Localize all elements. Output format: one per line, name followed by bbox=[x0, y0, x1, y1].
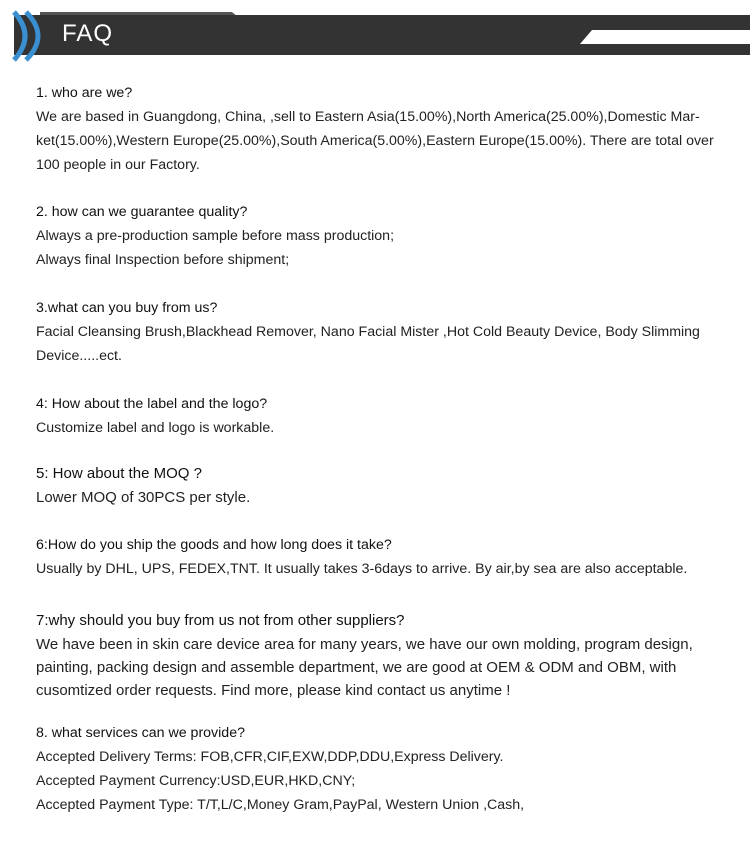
faq-answer bbox=[36, 745, 726, 817]
faq-question: 7:why should you buy from us not from other suppliers? bbox=[36, 612, 405, 629]
faq-question: 2. how can we guarantee quality? bbox=[36, 204, 248, 220]
faq-item-why-us bbox=[36, 609, 726, 702]
faq-answer bbox=[36, 105, 726, 177]
answer-line: Lower MOQ of 30PCS per style. bbox=[36, 489, 251, 506]
faq-item-label-logo bbox=[36, 392, 726, 440]
answer-line: Usually by DHL, UPS, FEDEX,TNT. It usually takes 3-6days to arrive. By air,by sea are also acceptable. bbox=[36, 561, 688, 577]
answer-line: ket(15.00%),Western Europe(25.00%),South America(5.00%),Eastern Europe(15.00%). There are total over bbox=[36, 133, 714, 149]
faq-answer bbox=[36, 224, 726, 272]
answer-line: cusomtized order requests. Find more, please kind contact us anytime ! bbox=[36, 682, 511, 699]
faq-question: 5: How about the MOQ ? bbox=[36, 465, 202, 482]
faq-item-products bbox=[36, 296, 726, 368]
faq-question: 1. who are we? bbox=[36, 85, 133, 101]
faq-answer bbox=[36, 557, 726, 581]
header-stripe bbox=[580, 30, 750, 44]
answer-line: We have been in skin care device area for many years, we have our own molding, program design, bbox=[36, 636, 693, 653]
page-title: FAQ bbox=[62, 20, 114, 47]
faq-answer bbox=[36, 320, 726, 368]
answer-line: Accepted Payment Type: T/T,L/C,Money Gram,PayPal, Western Union ,Cash, bbox=[36, 797, 525, 813]
answer-line: painting, packing design and assemble department, we are good at OEM & ODM and OBM, with bbox=[36, 659, 677, 676]
answer-line: 100 people in our Factory. bbox=[36, 157, 200, 173]
faq-question: 3.what can you buy from us? bbox=[36, 300, 218, 316]
faq-item-moq bbox=[36, 462, 726, 509]
answer-line: Always a pre-production sample before mass production; bbox=[36, 228, 395, 244]
faq-question: 8. what services can we provide? bbox=[36, 725, 245, 741]
faq-answer bbox=[36, 633, 726, 702]
answer-line: Accepted Payment Currency:USD,EUR,HKD,CNY; bbox=[36, 773, 356, 789]
answer-line: Always final Inspection before shipment; bbox=[36, 252, 290, 268]
faq-item-quality bbox=[36, 200, 726, 272]
faq-item-shipping bbox=[36, 533, 726, 581]
faq-question: 4: How about the label and the logo? bbox=[36, 396, 268, 412]
faq-item-services bbox=[36, 721, 726, 817]
faq-question: 6:How do you ship the goods and how long does it take? bbox=[36, 537, 392, 553]
faq-answer bbox=[36, 486, 726, 509]
faq-header bbox=[0, 0, 750, 62]
answer-line: Accepted Delivery Terms: FOB,CFR,CIF,EXW,DDP,DDU,Express Delivery. bbox=[36, 749, 504, 765]
faq-item-who-are-we bbox=[36, 81, 726, 177]
answer-line: Customize label and logo is workable. bbox=[36, 420, 275, 436]
answer-line: Device.....ect. bbox=[36, 348, 122, 364]
faq-answer bbox=[36, 416, 726, 440]
answer-line: Facial Cleansing Brush,Blackhead Remover, Nano Facial Mister ,Hot Cold Beauty Device, Body Slimming bbox=[36, 324, 700, 340]
answer-line: We are based in Guangdong, China, ,sell to Eastern Asia(15.00%),North America(25.00%),Domestic Mar- bbox=[36, 109, 700, 125]
